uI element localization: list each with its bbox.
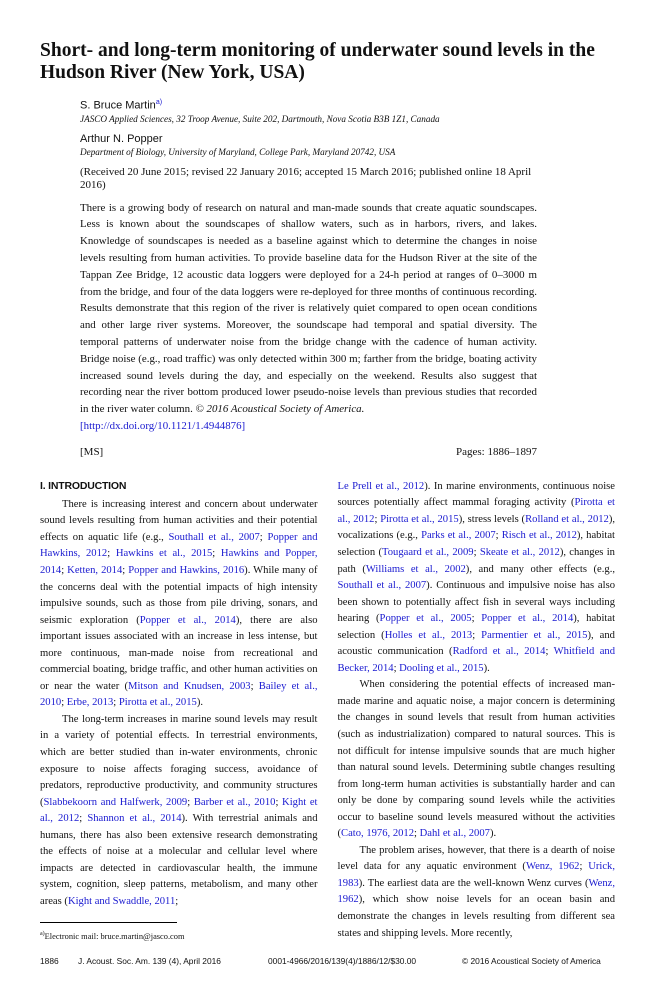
body-text: ; <box>107 548 116 560</box>
footnote-rule <box>40 922 177 923</box>
citation-link[interactable]: Barber et al., 2010 <box>193 796 276 808</box>
body-text: ). With terrestrial animals and humans, there has also been extensive research demonstrating the effects of noise at a molecular and cellular level where impacts are detected in cardiovascular health, the immune system, cognition, sleep patterns, metabolism, and many other areas ( <box>40 813 318 907</box>
footnote-area <box>40 914 318 942</box>
received-dates: (Received 20 June 2015; revised 22 January 2016; accepted 15 March 2016; published online 18 April 2016) <box>80 165 532 191</box>
body-text: ; <box>473 547 480 558</box>
footnote-mark[interactable]: a) <box>155 99 163 106</box>
body-text: The long-term increases in marine sound levels may result in a variety of potential effects. In terrestrial environments, which are better studied than in-water environments, chronic exposure to noise affects foraging success, avoidance of predators, reproductive productivity, and community structures ( <box>40 713 318 808</box>
citation-link[interactable]: Southall et al., 2007 <box>168 531 260 543</box>
citation-link[interactable]: Bailey et al., 2010 <box>40 680 318 709</box>
author-affiliation: Department of Biology, University of Maryland, College Park, Maryland 20742, USA <box>80 146 396 157</box>
citation-link[interactable]: Risch et al., 2012 <box>501 530 577 542</box>
citation-link[interactable]: Williams et al., 2002 <box>365 563 466 575</box>
citation-link[interactable]: Rolland et al., 2012 <box>525 513 609 525</box>
citation-link[interactable]: Popper et al., 2005 <box>379 613 472 625</box>
citation-link[interactable]: Popper et al., 2014 <box>139 614 236 626</box>
citation-link[interactable]: Slabbekoorn and Halfwerk, 2009 <box>43 796 188 808</box>
body-text: The problem arises, however, that there is a dearth of noise level data for any aquatic environment ( <box>337 844 615 873</box>
body-text: ; <box>79 813 88 825</box>
body-text: ; <box>175 895 179 907</box>
citation-link[interactable]: Wenz, 1962 <box>525 861 580 873</box>
body-text: ; <box>579 861 589 873</box>
citation-link[interactable]: Skeate et al., 2012 <box>479 547 560 558</box>
citation-link[interactable]: Kight and Swaddle, 2011 <box>67 895 176 907</box>
citation-link[interactable]: Southall et al., 2007 <box>337 580 427 592</box>
body-text: ; <box>275 796 283 808</box>
body-text: There is increasing interest and concern about underwater sound levels resulting from human activities and their potential effects on aquatic life (e.g., <box>40 498 318 543</box>
citation-link[interactable]: Urick, 1983 <box>337 861 615 889</box>
body-text: ). <box>196 697 204 709</box>
citation-link[interactable]: Hawkins et al., 2015 <box>115 548 213 560</box>
citation-link[interactable]: Pirotta et al., 2012 <box>337 497 615 525</box>
citation-link[interactable]: Pirotta et al., 2015 <box>118 697 197 709</box>
body-text: ; <box>212 548 221 560</box>
footer-code: 0001-4966/2016/139(4)/1886/12/$30.00 <box>268 956 417 967</box>
citation-link[interactable]: Dahl et al., 2007 <box>419 828 490 840</box>
body-text: ). Continuous and impulsive noise has also been shown to potentially affect fish in several ways including hearing ( <box>337 580 615 625</box>
body-text: ), and acoustic communication ( <box>337 629 615 658</box>
body-text: ), and many other effects (e.g., <box>465 563 615 575</box>
body-text: ), habitat selection ( <box>337 613 616 641</box>
citation-link[interactable]: Tougaard et al., 2009 <box>382 547 474 558</box>
body-text: ), vocalizations (e.g., <box>337 513 616 542</box>
body-text: ; <box>187 796 194 808</box>
body-text: ; <box>545 646 554 658</box>
body-text: ; <box>113 697 119 709</box>
body-text: ; <box>122 565 129 576</box>
body-text: ). The earliest data are the well-known Wenz curves ( <box>358 877 589 889</box>
paragraph <box>40 497 318 712</box>
footnote-text: Electronic mail: bruce.martin@jasco.com <box>44 932 185 942</box>
subject-and-pages <box>80 445 537 459</box>
body-text: When considering the potential effects of increased man-made marine and aquatic noise, a major concern is determining the changes in sound levels that result from human activities (such as industrialization) compared to natural sources. This is not difficult for intense impulsive sounds that are much higher than natural sound levels. Determining subtle changes resulting from long-term human activities is substantially harder and can only be done by comparing sound levels while the activities occur to baseline sound levels measured without the activities ( <box>337 679 615 840</box>
body-text: ; <box>61 697 67 709</box>
paragraph <box>338 479 616 678</box>
left-column-text <box>40 497 318 911</box>
author-1 <box>80 96 537 113</box>
body-text: ), stress levels ( <box>458 513 526 525</box>
body-text: ). In marine environments, continuous noise sources potentially affect mammal foraging activity ( <box>337 480 615 509</box>
abstract-copyright: © 2016 Acoustical Society of America. <box>195 403 365 416</box>
body-text: ; <box>61 565 68 576</box>
subject-code: [MS] <box>80 445 104 458</box>
body-text: ). <box>489 828 497 840</box>
footnote-mark: a) <box>40 931 45 938</box>
citation-link[interactable]: Parks et al., 2007 <box>421 530 496 542</box>
right-column-text <box>338 479 616 942</box>
paper-title: Short- and long-term monitoring of underwater sound levels in the Hudson River (New York, USA) <box>40 40 595 83</box>
citation-link[interactable]: Holles et al., 2013 <box>384 629 473 641</box>
citation-link[interactable]: Kight et al., 2012 <box>40 796 318 825</box>
citation-link[interactable]: Hawkins and Popper, 2014 <box>40 548 318 576</box>
body-text: ). While many of the concerns deal with the potential impacts of high intensity impulsive sounds, such as those from pile driving, sonars, and seismic exploration ( <box>40 565 318 626</box>
citation-link[interactable]: Popper and Hawkins, 2016 <box>128 565 245 576</box>
citation-link[interactable]: Wenz, 1962 <box>337 877 615 906</box>
right-column <box>338 479 616 942</box>
footnote <box>40 929 318 942</box>
body-text: ), there are also important issues associated with an increase in less intense, but more continuous, man-made noise from recreational and commercial boating, bridge traffic, and other human activities on or near the water ( <box>40 614 318 692</box>
citation-link[interactable]: Dooling et al., 2015 <box>399 662 484 674</box>
body-text: ), which show noise levels for an ocean basin and demonstrate the changes in levels resulting from different sea states and shipping levels. More recently, <box>337 894 615 939</box>
body-text: ). <box>483 662 490 674</box>
citation-link[interactable]: Radford et al., 2014 <box>452 646 546 658</box>
page-range: Pages: 1886–1897 <box>456 445 537 458</box>
author-name: S. Bruce Martin <box>80 99 156 112</box>
citation-link[interactable]: Popper and Hawkins, 2012 <box>40 531 318 560</box>
footer-page-number: 1886 <box>40 956 59 967</box>
footer-copyright: © 2016 Acoustical Society of America <box>462 956 601 967</box>
paragraph <box>40 712 318 911</box>
body-text: ; <box>471 613 482 625</box>
citation-link[interactable]: Mitson and Knudsen, 2003 <box>128 680 251 692</box>
body-text: ), changes in path ( <box>337 547 615 575</box>
body-text: ; <box>393 662 400 674</box>
abstract <box>80 200 537 435</box>
citation-link[interactable]: Popper et al., 2014 <box>481 613 574 625</box>
citation-link[interactable]: Cato, 1976, 2012 <box>341 828 415 840</box>
section-heading: I. INTRODUCTION <box>40 479 127 492</box>
citation-link[interactable]: Erbe, 2013 <box>66 697 114 709</box>
author-affiliation: JASCO Applied Sciences, 32 Troop Avenue, Suite 202, Dartmouth, Nova Scotia B3B 1Z1, Canada <box>80 113 440 124</box>
paragraph <box>338 843 616 942</box>
left-column <box>40 479 318 942</box>
front-matter <box>80 96 537 459</box>
body-text: ; <box>472 629 482 641</box>
citation-link[interactable]: Le Prell et al., 2012 <box>337 480 425 492</box>
body-columns <box>40 479 615 942</box>
citation-link[interactable]: Pirotta et al., 2015 <box>380 513 459 525</box>
paragraph <box>338 677 616 842</box>
body-text: ; <box>259 531 268 543</box>
citation-link[interactable]: Shannon et al., 2014 <box>87 813 182 825</box>
doi-link[interactable]: [http://dx.doi.org/10.1121/1.4944876] <box>80 420 246 433</box>
abstract-text: There is a growing body of research on natural and man-made sounds that create aquatic soundscapes. Less is known about the soundscapes of shallow waters, such as in harbors, rivers, and lakes. Knowledge of soundscapes is needed as a baseline against which to determine the changes in noise levels resulting from human activities. To provide baseline data for the Hudson River at the site of the Tappan Zee Bridge, 12 acoustic data loggers were deployed for a 24-h period at ranges of 0–3000 m from the bridge, and four of the data loggers were re-deployed for three months of continuous recording. Results demonstrate that this region of the river is relatively quiet compared to open ocean conditions and other large river systems. Moreover, the soundscape had temporal and spatial diversity. The temporal patterns of underwater noise from the bridge change with the cadence of human activity. Bridge noise (e.g., road traffic) was only detected within 300 m; farther from the bridge, boating activity increased sound levels during the day, and especially on the weekend. Results also suggest that recording near the river bottom produced lower pseudo-noise levels than previous studies that recorded in the river water column. <box>80 201 537 416</box>
body-text: ; <box>374 513 381 525</box>
citation-link[interactable]: Whitfield and Becker, 2014 <box>337 646 616 674</box>
body-text: ; <box>414 828 420 840</box>
citation-link[interactable]: Ketten, 2014 <box>67 565 123 576</box>
author-2: Arthur N. Popper <box>80 132 163 145</box>
body-text: ; <box>250 680 259 692</box>
citation-link[interactable]: Parmentier et al., 2015 <box>481 629 588 641</box>
body-text: ; <box>495 530 502 542</box>
footer-journal: J. Acoust. Soc. Am. 139 (4), April 2016 <box>78 956 221 967</box>
running-footer <box>40 956 615 967</box>
body-text: ), habitat selection ( <box>337 530 616 558</box>
